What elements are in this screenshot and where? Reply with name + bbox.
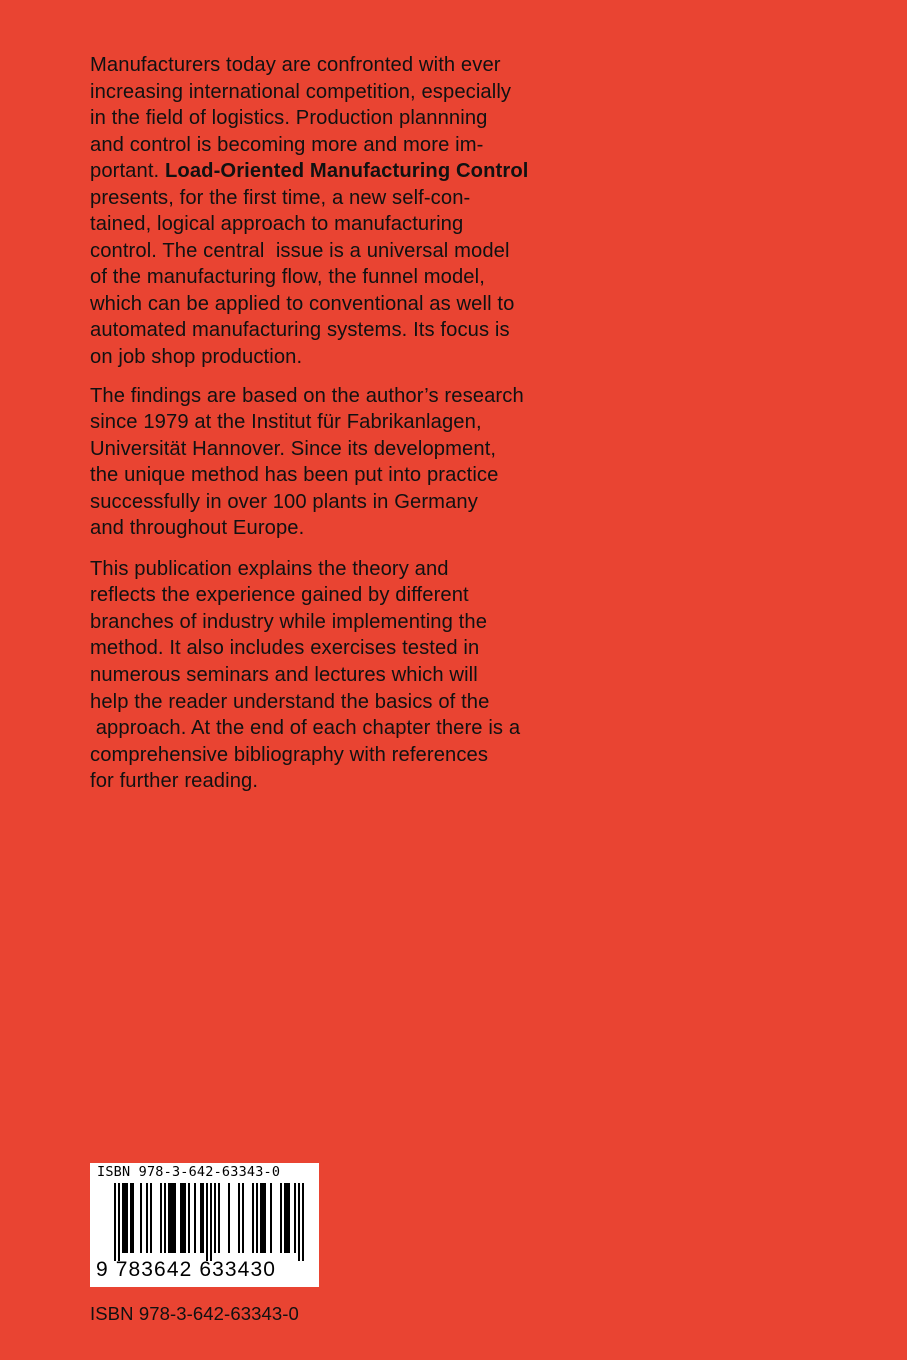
- blurb-line: and control is becoming more and more im-: [90, 133, 484, 156]
- barcode-bar: [270, 1183, 272, 1253]
- barcode-digits: 9 783642 633430: [96, 1258, 276, 1281]
- barcode-box: [90, 1163, 319, 1287]
- barcode-bar: [302, 1183, 304, 1261]
- barcode-bar: [150, 1183, 152, 1253]
- blurb-line: tained, logical approach to manufacturing: [90, 213, 464, 236]
- barcode-bar: [252, 1183, 254, 1253]
- barcode-bar: [168, 1183, 176, 1253]
- blurb-line: on job shop production.: [90, 346, 303, 369]
- blurb-line: of the manufacturing flow, the funnel model,: [90, 266, 485, 289]
- barcode-bar: [146, 1183, 148, 1253]
- blurb-line: in the field of logistics. Production plannning: [90, 107, 488, 130]
- blurb-line: increasing international competition, especially: [90, 80, 512, 103]
- barcode-bar: [294, 1183, 296, 1253]
- blurb-line: for further reading.: [90, 770, 259, 793]
- barcode-bar: [284, 1183, 290, 1253]
- blurb-line: The findings are based on the author’s research: [90, 384, 524, 407]
- blurb-line: Manufacturers today are confronted with ever: [90, 54, 501, 76]
- blurb-line: [90, 158, 610, 185]
- barcode-isbn-label: ISBN 978-3-642-63343-0: [97, 1164, 281, 1180]
- blurb-line: numerous seminars and lectures which will: [90, 664, 478, 687]
- blurb-line: reflects the experience gained by different: [90, 584, 469, 607]
- barcode-bars: [114, 1183, 304, 1261]
- barcode-bar: [122, 1183, 128, 1253]
- barcode-bar: [200, 1183, 204, 1253]
- blurb-paragraph-1: [90, 52, 610, 371]
- barcode-bar: [180, 1183, 186, 1253]
- blurb-line: automated manufacturing systems. Its focus is: [90, 319, 510, 342]
- book-title-bold: Load-Oriented Manufacturing Control: [164, 160, 529, 183]
- blurb-line: method. It also includes exercises tested in: [90, 637, 480, 660]
- barcode-bar: [228, 1183, 230, 1253]
- barcode-bar: [130, 1183, 134, 1253]
- blurb-line: approach. At the end of each chapter there is a: [90, 717, 521, 740]
- barcode-bar: [140, 1183, 142, 1253]
- blurb-paragraph-3: [90, 556, 610, 795]
- cover-blurb: [90, 52, 610, 795]
- blurb-line: comprehensive bibliography with references: [90, 743, 489, 766]
- barcode-bar: [238, 1183, 240, 1253]
- barcode-bar: [160, 1183, 162, 1253]
- blurb-line: branches of industry while implementing the: [90, 610, 488, 633]
- blurb-line: since 1979 at the Institut für Fabrikanlagen,: [90, 411, 482, 434]
- blurb-line: help the reader understand the basics of the: [90, 690, 490, 713]
- barcode-bar: [188, 1183, 190, 1253]
- barcode-bar: [210, 1183, 212, 1261]
- barcode-bar: [194, 1183, 196, 1253]
- barcode-bar: [260, 1183, 266, 1253]
- barcode-bar: [218, 1183, 220, 1253]
- blurb-line: Universität Hannover. Since its development,: [90, 437, 497, 460]
- barcode-bar: [114, 1183, 116, 1261]
- barcode-bar: [298, 1183, 300, 1261]
- barcode-bar: [242, 1183, 244, 1253]
- isbn-footer: ISBN 978-3-642-63343-0: [90, 1303, 299, 1324]
- barcode-bar: [214, 1183, 216, 1253]
- blurb-line-start: portant.: [90, 160, 165, 183]
- blurb-line: successfully in over 100 plants in Germany: [90, 490, 478, 513]
- blurb-line: This publication explains the theory and: [90, 557, 449, 580]
- blurb-line: the unique method has been put into practice: [90, 464, 499, 487]
- barcode-bar: [256, 1183, 258, 1253]
- blurb-line: control. The central issue is a universal model: [90, 239, 510, 262]
- blurb-line: presents, for the first time, a new self-con-: [90, 186, 471, 209]
- barcode-bar: [206, 1183, 208, 1261]
- blurb-line: which can be applied to conventional as well to: [90, 292, 515, 315]
- barcode-bar: [280, 1183, 282, 1253]
- barcode-bar: [118, 1183, 120, 1261]
- blurb-paragraph-2: [90, 383, 610, 542]
- barcode-bar: [164, 1183, 166, 1253]
- blurb-line: and throughout Europe.: [90, 517, 305, 540]
